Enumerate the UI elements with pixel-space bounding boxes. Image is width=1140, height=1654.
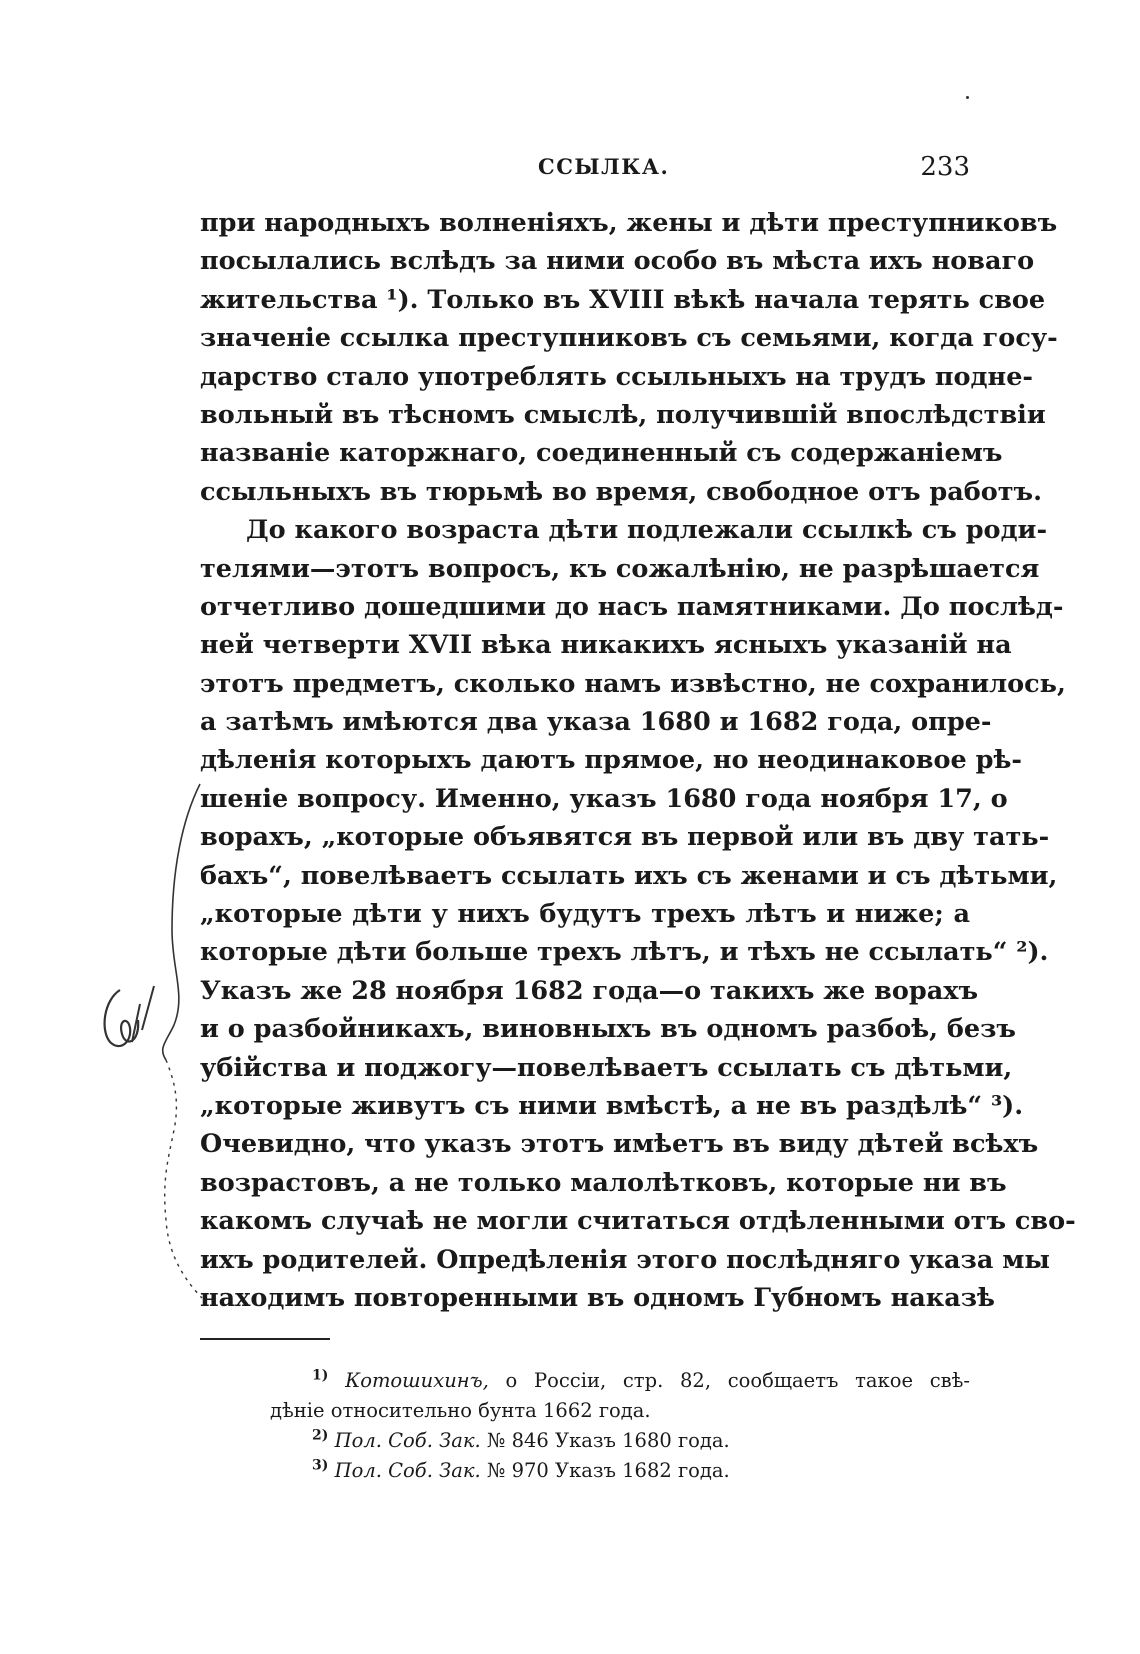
text-line: телями—этотъ вопросъ, къ сожалѣнію, не разрѣшается	[200, 553, 1040, 584]
speck	[966, 96, 969, 99]
page-number: 233	[920, 152, 970, 182]
text-line: этотъ предметъ, сколько намъ извѣстно, не сохранилось,	[200, 668, 1066, 699]
body-text	[200, 204, 1076, 1317]
text-line: при народныхъ волненіяхъ, жены и дѣти преступниковъ	[200, 208, 1058, 238]
footnote-source: Пол. Соб. Зак.	[334, 1429, 481, 1452]
handwritten-margin-bracket-icon	[96, 780, 206, 1300]
footnote-divider	[200, 1338, 330, 1340]
footnote-3	[200, 1456, 970, 1486]
footnote-source: Котошихинъ,	[345, 1369, 489, 1392]
text-line: отчетливо дошедшими до насъ памятниками. До послѣд-	[200, 591, 1064, 622]
text-line: убійства и поджогу—повелѣваетъ ссылать съ дѣтьми,	[200, 1052, 1013, 1083]
text-line: жительства ¹). Только въ XVIII вѣкѣ начала терять свое	[200, 284, 1046, 315]
text-line: и о разбойникахъ, виновныхъ въ одномъ разбоѣ, безъ	[200, 1014, 1016, 1045]
text-line: посылались вслѣдъ за ними особо въ мѣста ихъ новаго	[200, 246, 1035, 277]
text-line: какомъ случаѣ не могли считаться отдѣленными отъ сво-	[200, 1206, 1076, 1237]
text-line: находимъ повторенными въ одномъ Губномъ наказѣ	[200, 1282, 995, 1313]
text-line: ворахъ, „которые объявятся въ первой или въ дву тать-	[200, 822, 1050, 853]
footnote-text: о Россіи, стр. 82, сообщаетъ такое свѣ-	[488, 1369, 970, 1392]
footnote-1	[200, 1366, 970, 1396]
footnote-2	[200, 1426, 970, 1456]
text-line: До какого возраста дѣти подлежали ссылкѣ съ роди-	[246, 515, 1048, 546]
footnote-marker: 3)	[312, 1457, 329, 1474]
footnote-source: Пол. Соб. Зак.	[334, 1459, 481, 1482]
text-line: значеніе ссылка преступниковъ съ семьями, когда госу-	[200, 323, 1058, 354]
footnote-text: № 846 Указъ 1680 года.	[480, 1429, 730, 1452]
text-line: вольный въ тѣсномъ смыслѣ, получившій впослѣдствіи	[200, 399, 1046, 430]
footnotes	[200, 1366, 970, 1486]
footnote-text: № 970 Указъ 1682 года.	[480, 1459, 730, 1482]
text-line: ихъ родителей. Опредѣленія этого послѣдняго указа мы	[200, 1244, 1050, 1275]
running-title: ССЫЛКА.	[538, 154, 670, 179]
footnote-marker: 2)	[312, 1427, 329, 1444]
text-line: а затѣмъ имѣются два указа 1680 и 1682 года, опре-	[200, 707, 992, 738]
text-line: „которые живутъ съ ними вмѣстѣ, а не въ раздѣлѣ“ ³).	[200, 1090, 1024, 1121]
text-line: дѣленія которыхъ даютъ прямое, но неодинаковое рѣ-	[200, 745, 1022, 776]
page-header	[200, 152, 970, 188]
footnote-1-continuation: дѣніе относительно бунта 1662 года.	[270, 1399, 651, 1422]
text-line: Очевидно, что указъ этотъ имѣетъ въ виду дѣтей всѣхъ	[200, 1129, 1039, 1160]
text-line: которые дѣти больше трехъ лѣтъ, и тѣхъ не ссылать“ ²).	[200, 937, 1049, 968]
text-line: Указъ же 28 ноября 1682 года—о такихъ же ворахъ	[200, 975, 978, 1006]
text-line: ней четверти XVII вѣка никакихъ ясныхъ указаній на	[200, 630, 1012, 661]
text-line: дарство стало употреблять ссыльныхъ на трудъ подне-	[200, 361, 1034, 392]
footnote-marker: 1)	[312, 1367, 329, 1384]
text-line: названіе каторжнаго, соединенный съ содержаніемъ	[200, 438, 1003, 469]
text-line: бахъ“, повелѣваетъ ссылать ихъ съ женами и съ дѣтьми,	[200, 860, 1058, 891]
text-line: возрастовъ, а не только малолѣтковъ, которые ни въ	[200, 1167, 1007, 1198]
text-line: ссыльныхъ въ тюрьмѣ во время, свободное отъ работъ.	[200, 476, 1042, 507]
text-line: шеніе вопросу. Именно, указъ 1680 года ноября 17, о	[200, 783, 1008, 814]
text-line: „которые дѣти у нихъ будутъ трехъ лѣтъ и ниже; а	[200, 899, 970, 930]
